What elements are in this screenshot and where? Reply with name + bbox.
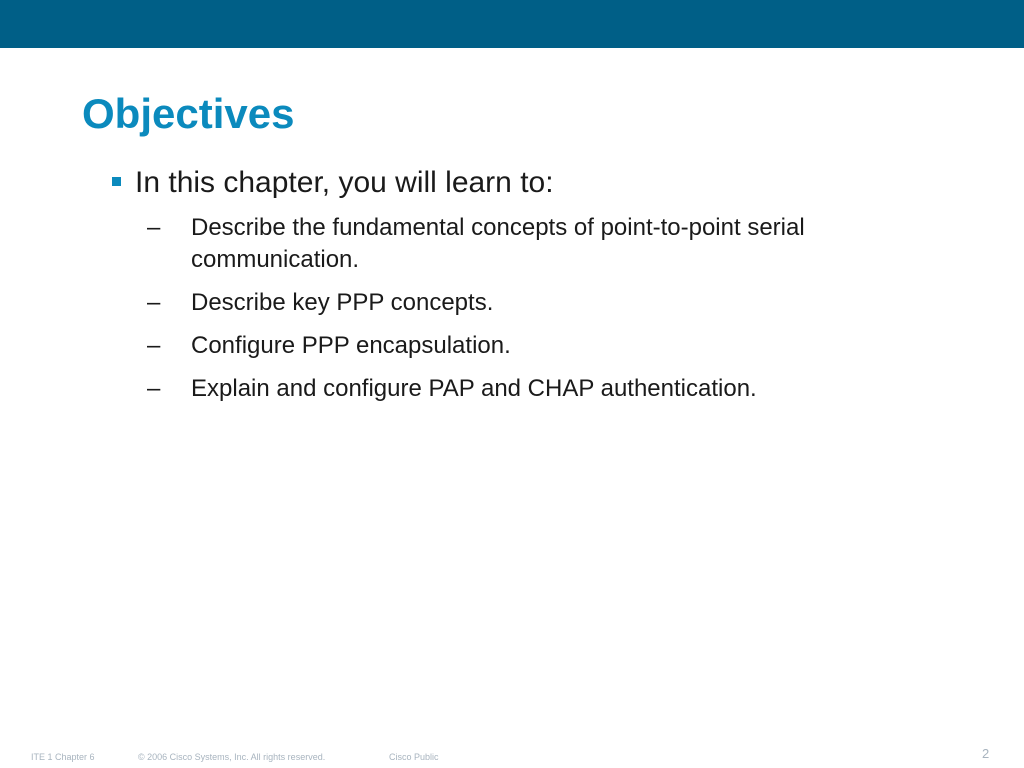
- dash-marker: –: [147, 289, 161, 316]
- list-item: [147, 212, 947, 276]
- slide-title: Objectives: [82, 90, 295, 137]
- list-item-text: Explain and configure PAP and CHAP authentication.: [191, 375, 757, 402]
- list-item: [147, 373, 947, 405]
- footer-course: ITE 1 Chapter 6: [31, 752, 95, 762]
- list-item-text: Describe key PPP concepts.: [191, 289, 494, 316]
- objectives-list: [147, 212, 947, 416]
- main-bullet-text: In this chapter, you will learn to:: [135, 166, 554, 199]
- list-item-text: Describe the fundamental concepts of point-to-point serial communication.: [191, 214, 805, 273]
- dash-marker: –: [147, 332, 161, 359]
- square-bullet-icon: [112, 177, 121, 186]
- header-band: [0, 0, 1024, 48]
- slide-footer: [0, 746, 1024, 768]
- list-item: [147, 330, 947, 362]
- dash-marker: –: [147, 375, 161, 402]
- footer-classification: Cisco Public: [389, 752, 439, 762]
- page-number: 2: [982, 746, 990, 761]
- dash-marker: –: [147, 214, 161, 241]
- footer-copyright: © 2006 Cisco Systems, Inc. All rights reserved.: [138, 752, 326, 762]
- list-item-text: Configure PPP encapsulation.: [191, 332, 511, 359]
- list-item: [147, 287, 947, 319]
